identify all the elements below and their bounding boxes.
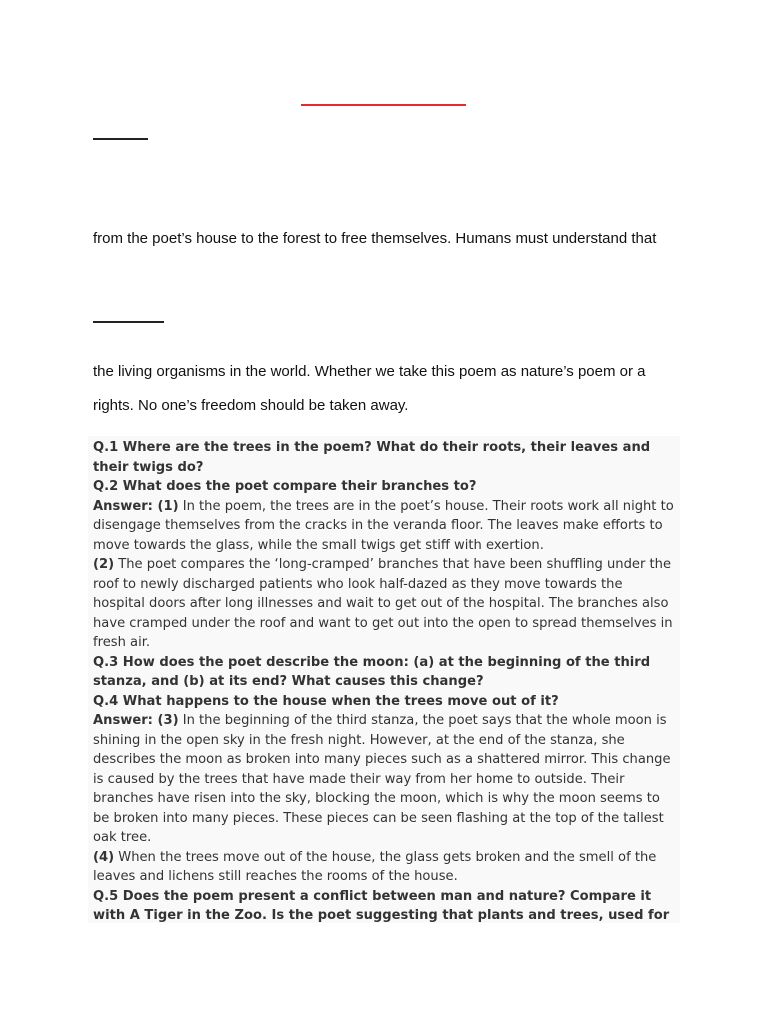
answer-1: Answer: (1) In the poem, the trees are in the poet’s house. Their roots work all night to disengage themselves from the cracks in the veranda floor. The leaves make efforts to move towards the glass, while the small twigs get stiff with exertion.	[93, 498, 674, 553]
question-2: Q.2 What does the poet compare their branches to?	[93, 479, 477, 494]
answer-3: Answer: (3) In the beginning of the third stanza, the poet says that the whole moon is shining in the open sky in the fresh night. However, at the end of the stanza, she describes the moon as broken into many pieces such as a shattered mirror. This change is caused by the trees that have made their way from her home to outside. Their branches have risen into the sky, blocking the moon, which is why the moon seems to be broken into many pieces. These pieces can be seen flashing at the top of the tallest oak tree.	[93, 713, 671, 845]
question-4: Q.4 What happens to the house when the trees move out of it?	[93, 693, 559, 709]
question-1: Q.1 Where are the trees in the poem? What do their roots, their leaves and their twigs do?	[93, 440, 651, 475]
answer-2: (2) The poet compares the ‘long-cramped’ branches that have been shuffling under the roof to newly discharged patients who look half-dazed as they move towards the hospital doors after long illnesses and wait to get out of the hospital. The branches also have cramped under the roof and want to get out into the open to spread themselves in fresh air.	[93, 557, 673, 650]
short-underline-divider-2	[93, 321, 164, 323]
text-line-3: rights. No one’s freedom should be taken away.	[93, 397, 409, 414]
answer-4: (4) When the trees move out of the house, the glass gets broken and the smell of the leaves and lichens still reaches the rooms of the house.	[93, 849, 657, 884]
short-underline-divider	[93, 138, 148, 140]
text-line-2: the living organisms in the world. Whether we take this poem as nature’s poem or a	[93, 363, 646, 380]
question-3: Q.3 How does the poet describe the moon: (a) at the beginning of the third stanza, and (b) at its end? What causes this change?	[93, 654, 651, 689]
question-5: Q.5 Does the poem present a conflict between man and nature? Compare it with A Tiger in the Zoo. Is the poet suggesting that plants and trees, used for	[93, 888, 670, 923]
red-underline-divider	[301, 104, 466, 106]
text-line-1: from the poet’s house to the forest to free themselves. Humans must understand that	[93, 230, 657, 247]
question-answer-block	[88, 436, 680, 923]
